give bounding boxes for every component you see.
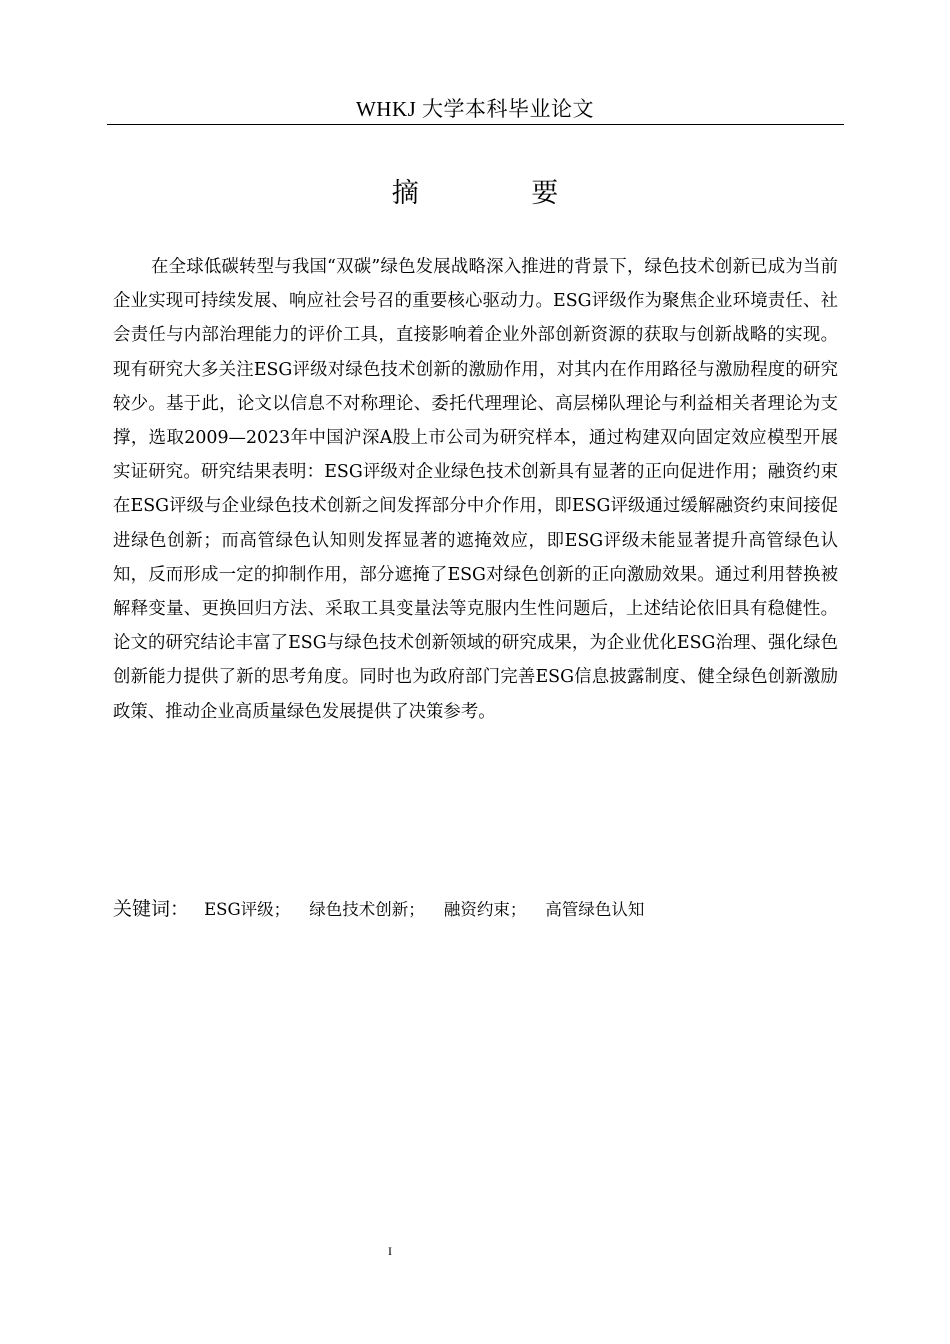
page-header-title: WHKJ 大学本科毕业论文	[355, 97, 595, 121]
keyword-item: 融资约束	[443, 900, 510, 919]
keyword-separator: ；	[273, 900, 291, 919]
keyword-item: 高管绿色认知	[545, 900, 645, 919]
page-number: I	[388, 1244, 392, 1258]
keyword-separator: ；	[509, 900, 527, 919]
header-rule	[107, 124, 844, 125]
keyword-separator: ；	[408, 900, 425, 919]
abstract-title: 摘 要	[391, 178, 611, 209]
keywords-line	[113, 893, 838, 925]
abstract-body: 在全球低碳转型与我国“双碳”绿色发展战略深入推进的背景下，绿色技术创新已成为当前企业实现可持续发展、响应社会号召的重要核心驱动力。ESG评级作为聚焦企业环境责任、社会责任与内部治理能力的评价工具，直接影响着企业外部创新资源的获取与创新战略的实现。现有研究大多关注ESG评级对绿色技术创新的激励作用，对其内在作用路径与激励程度的研究较少。基于此，论文以信息不对称理论、委托代理理论、高层梯队理论与利益相关者理论为支撑，选取2009—2023年中国沪深A股上市公司为研究样本，通过构建双向固定效应模型开展实证研究。研究结果表明：ESG评级对企业绿色技术创新具有显著的正向促进作用；融资约束在ESG评级与企业绿色技术创新之间发挥部分中介作用，即ESG评级通过缓解融资约束间接促进绿色创新；而高管绿色认知则发挥显著的遮掩效应，即ESG评级未能显著提升高管绿色认知，反而形成一定的抑制作用，部分遮掩了ESG对绿色创新的正向激励效果。通过利用替换被解释变量、更换回归方法、采取工具变量法等克服内生性问题后，上述结论依旧具有稳健性。论文的研究结论丰富了ESG与绿色技术创新领域的研究成果，为企业优化ESG治理、强化绿色创新能力提供了新的思考角度。同时也为政府部门完善ESG信息披露制度、健全绿色创新激励政策、推动企业高质量绿色发展提供了决策参考。	[113, 257, 838, 722]
keywords-label: 关键词：	[113, 898, 190, 920]
keyword-item: ESG评级	[204, 900, 274, 919]
keyword-item: 绿色技术创新	[309, 900, 409, 919]
